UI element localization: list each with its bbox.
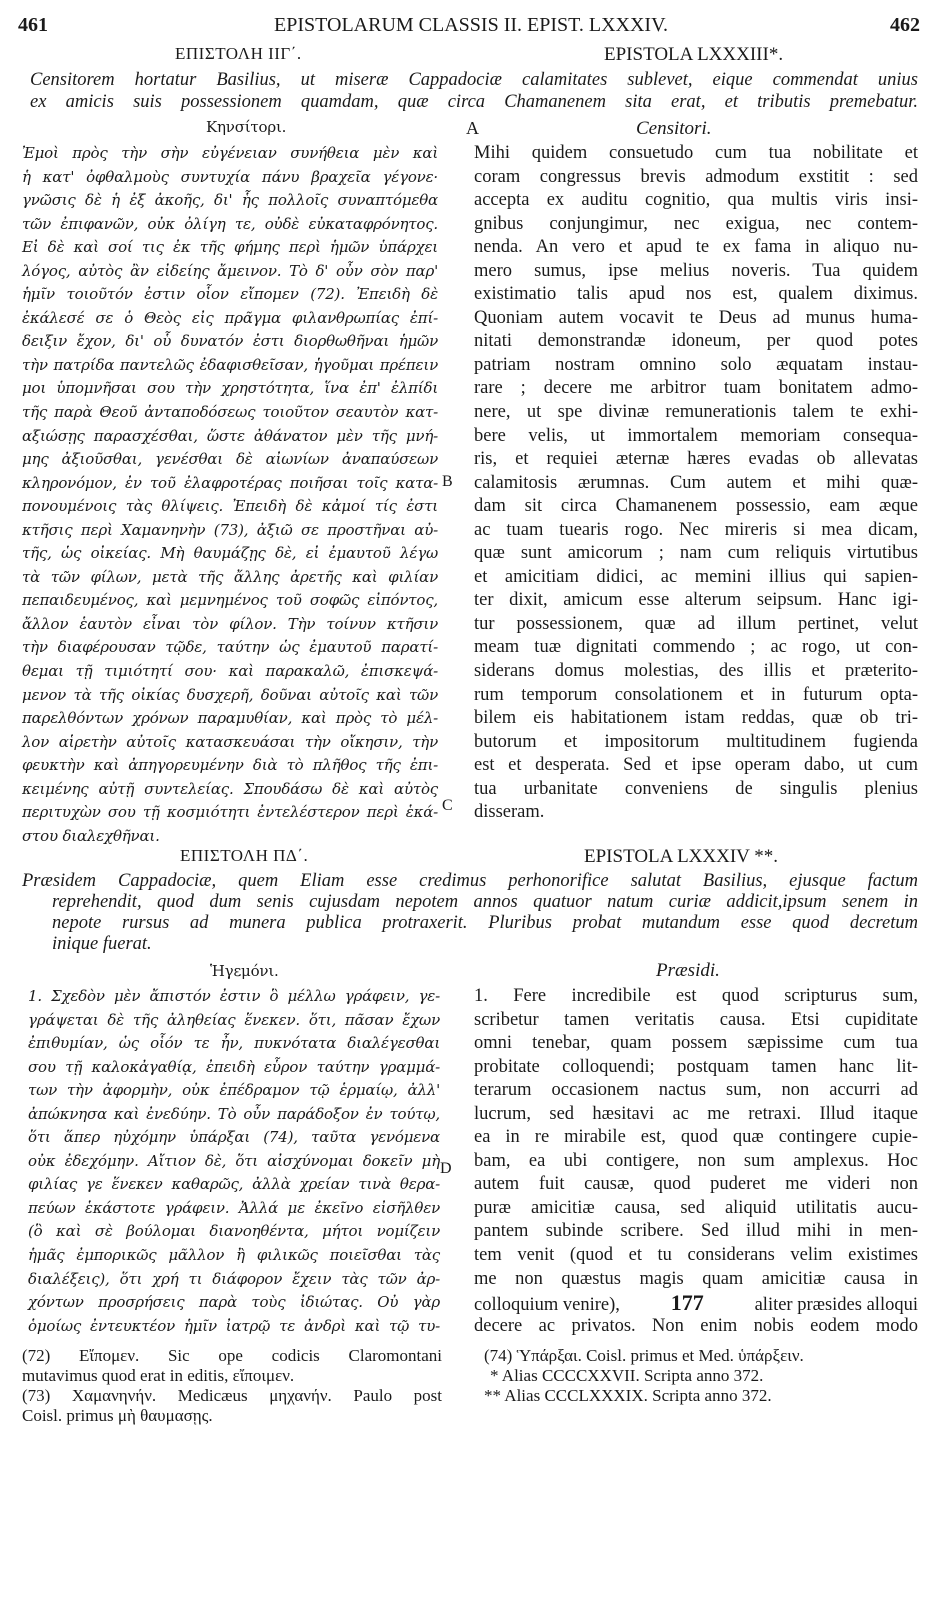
column-number: 177 [670,1290,704,1316]
greek-line: οὐκ ἐδεχόμην. Αἴτιον δὲ, ὅτι αἰσχύνομαι δοκεῖν μὴ [28,1151,440,1170]
margin-letter-d: D [440,1160,452,1177]
margin-letter-c: C [442,797,453,814]
latin-line: tem venit (quod et tu considerans velim existimes [474,1245,918,1266]
latin-line: decere ac privatos. Non enim nobis eodem modo [474,1315,918,1336]
latin-line: puræ amicitiæ causa, sed aliquid utilitatis aucu- [474,1197,918,1218]
greek-line: ἡμῖν τοιοῦτόν ἐστιν οἷον εἴπομεν (72). Ἐπειδὴ δὲ [22,285,438,304]
latin-line: Mihi quidem consuetudo cum tua nobilitate et [474,143,918,163]
latin-line: tua urbanitate conveniens de singulis plenius [474,778,918,799]
latin-line: est et desperata. Sed et ipse operam dabo, ut cum [474,755,918,776]
letter84-greek-address: Ἡγεμόνι. [210,962,279,980]
latin-line: 1. Fere incredibile est quod scripturus sum, [474,986,918,1006]
running-title: EPISTOLARUM CLASSIS II. EPIST. LXXXIV. [274,14,668,36]
greek-line: περιτυχὼν σου τῇ κοσμιότητι ἐντελέστερον περὶ ἑκά- [22,803,438,822]
latin-line: dam sit circa Chamanenem possessio, eam æque [474,496,918,517]
latin-line: rare ; decere me arbitror tuam bonitatem admo- [474,378,918,399]
greek-line: γνῶσις δὲ ἡ ἐξ ἀκοῆς, δι' ἧς πολλοῖς συναπτόμεθα [22,191,438,210]
greek-line: κτῆσις περὶ Χαμανηνὴν (73), ἀξιῶ σε προστῆναι αὐ- [22,520,438,539]
greek-line: ὅτι ἅπερ ηὐχόμην ὑπάρξαι (74), ταῦτα γενόμενα [28,1128,440,1147]
latin-line: lucrum, sed hæsitavi ac me retraxi. Illud itaque [474,1103,918,1124]
greek-line: πεπαιδευμένος, καὶ μεμνημένος τοῦ σοφῶς εἰπόντος, [22,591,438,610]
greek-line: φιλίας γε ἕνεκεν καθαρῶς, ἀλλὰ χρείαν τινὰ θερα- [28,1175,440,1194]
footnote-line: Coisl. primus μὴ θαυμασῃς. [22,1406,213,1425]
greek-line: τῶν ἐπιφανῶν, οὐκ ὀλίγη τε, οὐδὲ εὐκαταφρόνητος. [22,214,438,233]
greek-line: γράψεται δὲ τῆς ἀληθείας ἕνεκεν. ὅτι, πᾶσαν ἔχων [28,1010,440,1029]
greek-line: πεύων ἑκάστοτε γράφειν. Ἀλλά με ἐκεῖνο εἰσῆλθεν [28,1198,440,1217]
greek-line: πονουμένοις τὰς θλίψεις. Ἐπειδὴ δὲ κἀμοί τίς ἐστι [22,497,438,516]
latin-line: autem fuit causæ, quod puderet me videri non [474,1174,918,1195]
greek-line: ἄλλον ἑαυτὸν εἶναι τὸν φίλον. Τὴν τοίνυν κτῆσιν [22,614,438,633]
latin-line: quæ sunt amicorum ; nam cum reliquis virtutibus [474,543,918,564]
latin-line: rum temporum consolationem et in futurum opta- [474,684,918,705]
greek-line: τὰ τῶν φίλων, μετὰ τῆς ἄλλης ἀρετῆς καὶ φιλίαν [22,567,438,586]
latin-line-with-column-number [474,1291,918,1315]
greek-line: δειξιν ἔχον, δι' οὗ δυνατόν ἐστι διορθωθῆναι ἡμῶν [22,332,438,351]
footnote-line: (74) Ὑπάρξαι. Coisl. primus et Med. ὑπάρξειν. [484,1346,804,1365]
letter84-summary-line-4: inique fuerat. [52,934,152,954]
latin-line: bere velis, ut immortalem memoriam consequa- [474,425,918,446]
letter83-latin-column [474,142,918,825]
latin-line: bam, ea ubi contigere, non sum amplexus. Hoc [474,1150,918,1171]
greek-line: Εἰ δὲ καὶ σοί τις ἐκ τῆς φήμης περὶ ἡμῶν ὑπάρχει [22,238,438,257]
letter83-summary-line-2: ex amicis suis possessionem quamdam, quæ circa Chamanenem sita erat, et tributis premebatur. [30,92,918,112]
latin-line: ter dixit, amicum esse alterum seipsum. Hanc igi- [474,590,918,611]
greek-line: μης ἀξιοῦσθαι, γενέσθαι δὲ αἰωνίων ἀναπαύσεων [22,450,438,469]
greek-line: τῆς, ὡς οἰκείας. Μὴ θαυμάζῃς δὲ, εἰ ἐμαυτοῦ λέγω [22,544,438,563]
greek-line: ὁμοίως ἐντευκτέον ἡμῖν ἰατρῷ τε ἀνδρὶ καὶ τῷ τυ- [28,1316,440,1335]
letter83-greek-heading: ΕΠΙΣΤΟΛΗ ΙΙΓ΄. [175,44,302,63]
latin-line: Quoniam autem vocavit te Deus ad munus huma- [474,307,918,328]
letter83-latin-address: Censitori. [636,118,712,139]
letter84-latin-heading: EPISTOLA LXXXIV **. [584,846,779,867]
letter84-summary-line-2: reprehendit, quod dum senis cujusdam nepotem annos quatuor natum curiæ addicit,ipsum senem in [52,892,918,912]
page-number-right: 462 [890,14,920,36]
latin-line: nitati demonstrandæ idoneum, per quod potes [474,331,918,352]
letter84-greek-heading: ΕΠΙΣΤΟΛΗ ΠΔ΄. [180,846,309,865]
latin-line: disseram. [474,802,545,823]
letter83-latin-heading: EPISTOLA LXXXIII*. [604,44,784,65]
latin-line: patriam nostram omnino solo æquatam instau- [474,354,918,375]
letter83-greek-column [22,142,438,848]
letter84-summary-line-3: nepote rursus ad munera publica protraxerit. Pluribus probat mutandum esse quod decretum [52,913,918,933]
latin-line: terarum occasionem nactus sum, non accurri ad [474,1080,918,1101]
latin-line-part: aliter præsides alloqui [754,1295,918,1316]
greek-line: των τὴν ἀφορμὴν, οὐκ ἐπέδραμον τῷ ἑρμαίῳ, ἀλλ' [28,1081,440,1100]
greek-line: διαλέξεις), ὅτι χρή τι διάφορον ἔχειν τὰς τῶν ἀρ- [28,1269,440,1288]
latin-line: probitate colloquendi; postquam tamen hanc lit- [474,1056,918,1077]
latin-line: mero sumus, ipse melius noveris. Tua quidem [474,260,918,281]
greek-line: κειμένης αὐτῇ συντελείας. Σπουδάσω δὲ καὶ αὐτὸς [22,779,438,798]
latin-line: meam tuæ dignitati commendo ; ac rogo, ut con- [474,637,918,658]
latin-line: scribetur tamen veritatis causa. Etsi cupiditate [474,1009,918,1030]
latin-line: ris, et requiei æternæ hæres evadas ob allevatas [474,449,918,470]
latin-line: ea in re mirabile est, quod quæ contingere cupie- [474,1127,918,1148]
greek-line: ἀπώκνησα καὶ ἐνεδύην. Τὸ οὖν παράδοξον ἐν τούτῳ, [28,1104,440,1123]
latin-line: butorum et impositorum multitudinem fugienda [474,731,918,752]
letter84-latin-address: Præsidi. [656,960,720,981]
greek-line: θεμαι τῇ τιμιότητί σου· καὶ παρακαλῶ, ἐπισκεψά- [22,662,438,681]
greek-line: φευκτὴν καὶ ἀπηγορευμένην διὰ τὸ πλῆθος τῆς ἐπι- [22,756,438,775]
latin-line: nenda. An vero et apud te ex fama in aliquo nu- [474,237,918,258]
latin-line: bilem eis habitationem istam reddas, quæ ob tri- [474,708,918,729]
greek-line: (ὃ καὶ σὲ βούλομαι διανοηθέντα, μήτοι νομίζειν [28,1222,440,1241]
greek-line: μοι ὑπομνῆσαι σου τὴν χρηστότητα, ἵνα ἐπ' ἐλπίδι [22,379,438,398]
greek-line: 1. Σχεδὸν μὲν ἄπιστόν ἐστιν ὃ μέλλω γράφειν, γε- [28,987,440,1005]
letter83-greek-address: Κηνσίτορι. [206,118,287,136]
letter84-summary-line-1: Præsidem Cappadociæ, quem Eliam esse credimus perhonorifice salutat Basilius, ejusque factum [22,871,918,891]
footnotes-left [22,1346,442,1426]
latin-line: accepta ex auditu cognitio, qua multis viris insi- [474,190,918,211]
footnote-line: (72) Εἴπομεν. Sic ope codicis Claromontani [22,1346,442,1365]
footnote-line: * Alias CCCCXXVII. Scripta anno 372. [490,1366,764,1385]
footnote-line: mutavimus quod erat in editis, εἴποιμεν. [22,1366,295,1385]
letter83-summary-line-1: Censitorem hortatur Basilius, ut miseræ Cappadociæ calamitates sublevet, eique commendat unius [30,70,918,90]
footnotes-right [484,1346,914,1406]
greek-line: Ἐμοὶ πρὸς τὴν σὴν εὐγένειαν συνήθεια μὲν καὶ [22,144,438,162]
greek-line: ἐκάλεσέ σε ὁ Θεὸς εἰς πρᾶγμα φιλανθρωπίας ἐπί- [22,308,438,327]
latin-line: pantem subinde scribere. Sed illud mihi in men- [474,1221,918,1242]
greek-line: σου τῇ καλοκἀγαθίᾳ, ἐπειδὴ εὗρον ταύτην γραμμά- [28,1057,440,1076]
latin-line: me non quæstus magis quam amicitiæ causa in [474,1268,918,1289]
greek-line: λόγος, αὐτὸς ἂν εἰδείης ἄμεινον. Τὸ δ' οὖν σὸν παρ' [22,261,438,280]
page-number-left: 461 [18,14,48,36]
margin-letter-b: B [442,473,453,490]
latin-line: nere, ut spe divinæ remunerationis talem te exhi- [474,402,918,423]
greek-line: τὴν διαφέρουσαν τῷδε, ταύτην ὡς ἐμαυτοῦ παρατί- [22,638,438,657]
latin-line: coram congressus brevis admodum exstitit : sed [474,166,918,187]
greek-line: αξιώσῃς παρασχέσθαι, ὥστε ἀθάνατον μὲν τῆς μνή- [22,426,438,445]
greek-line: παρελθόντων χρόνων παραμυθίαν, καὶ πρὸς τὸ μέλ- [22,709,438,728]
greek-line: τῆς παρὰ Θεοῦ ἀνταποδόσεως τοιοῦτον σεαυτὸν κατ- [22,403,438,422]
letter84-latin-column [474,985,918,1338]
greek-line: στου διαλεχθῆναι. [22,826,160,845]
greek-line: ἡ κατ' ὀφθαλμοὺς συντυχία πάνυ βραχεῖα γέγονε· [22,167,438,186]
footnote-line: (73) Χαμανηνήν. Medicæus μηχανήν. Paulo post [22,1386,442,1405]
greek-line: ἐπιθυμίαν, ὡς οἷόν τε ἦν, πυκνότατα διαλέγεσθαι [28,1034,440,1053]
footnote-line: ** Alias CCCLXXXIX. Scripta anno 372. [484,1386,772,1405]
margin-letter-a: A [466,118,479,138]
latin-line: omni tenebar, quam possem sæpissime cum tua [474,1033,918,1054]
latin-line-part: colloquium venire), [474,1295,620,1316]
greek-line: τὴν πατρίδα παντελῶς ἐδαφισθεῖσαν, ἡγοῦμαι πρέπειν [22,355,438,374]
greek-line: ἡμᾶς ἐμπορικῶς μᾶλλον ἢ φιλικῶς ποιεῖσθαι τὰς [28,1246,440,1265]
latin-line: et amicitiam didici, ac memini illius qui sapien- [474,566,918,587]
greek-line: λον αἱρετὴν αὐτοῖς κατασκευάσαι τὴν οἴκησιν, τὴν [22,732,438,751]
latin-line: calamitosis ærumnas. Cum autem et mihi quæ- [474,472,918,493]
greek-line: μενον τὰ τῆς οἰκίας δυσχερῆ, δοῦναι αὐτοῖς καὶ τῶν [22,685,438,704]
latin-line: existimatio talis apud nos est, qualem diximus. [474,284,918,305]
greek-line: κληρονόμον, ἐν τοῦ ἐλαφροτέρας ποιῆσαι τοῖς κατα- [22,473,438,492]
greek-line: χόντων προσρήσεις παρὰ τοὺς ἰδιώτας. Οὐ γὰρ [28,1293,440,1312]
latin-line: tur possessionem, quæ ad illum pertinet, velut [474,613,918,634]
latin-line: siderans domus molestias, des illis et præterito- [474,661,918,682]
latin-line: gnibus conjungimur, nec exigua, nec contem- [474,213,918,234]
letter84-greek-column [28,985,440,1338]
latin-line: ac tuam tuearis rogo. Nec mireris si mea dicam, [474,519,918,540]
